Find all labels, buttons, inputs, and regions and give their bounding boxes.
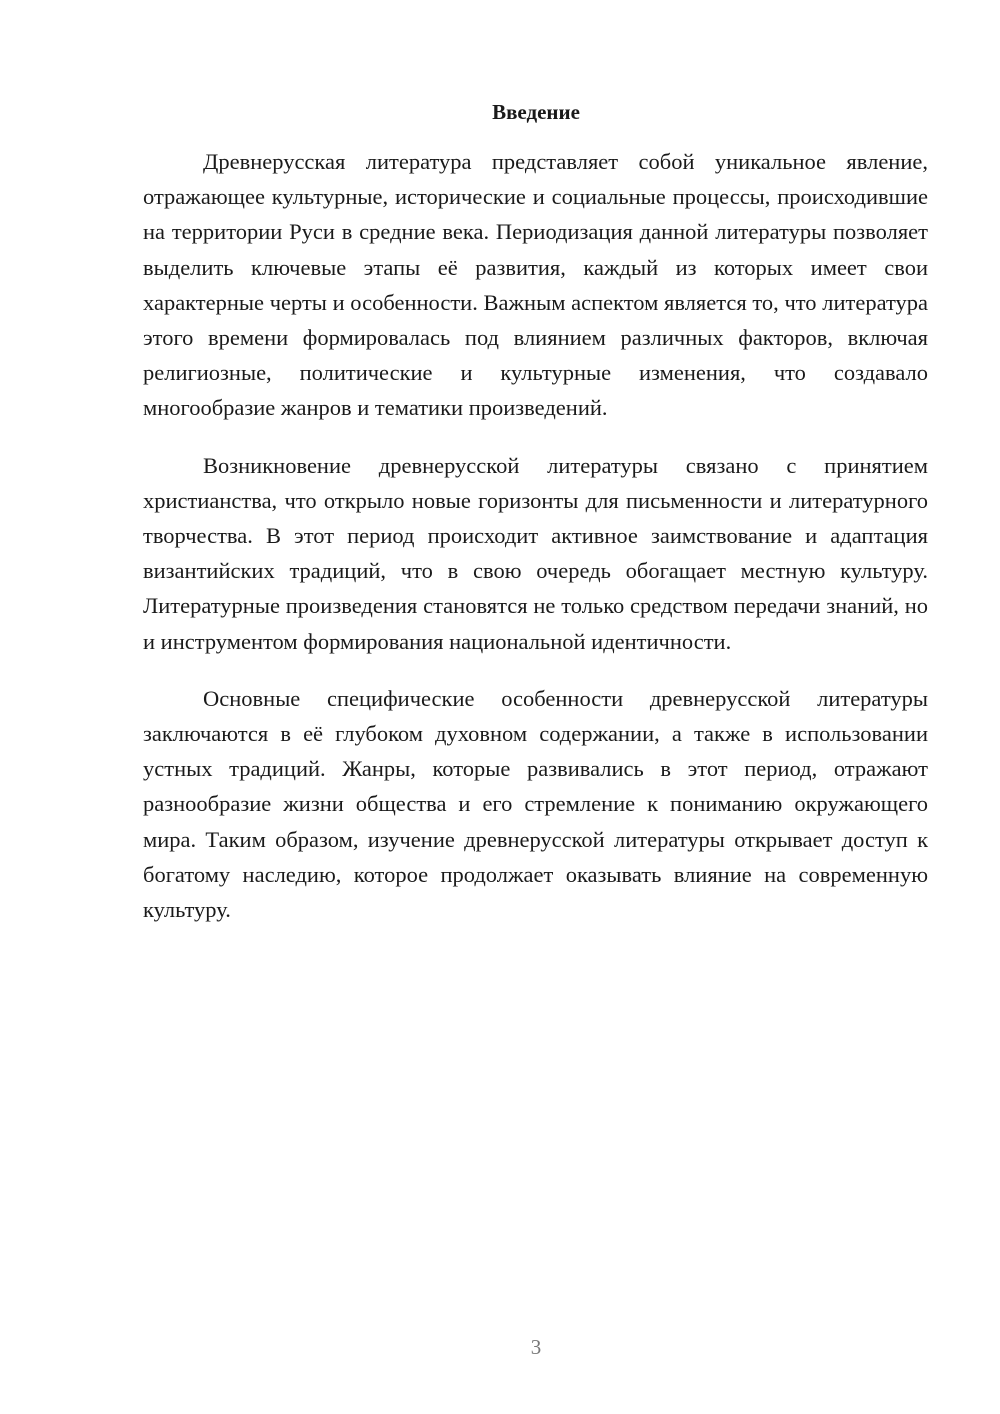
section-title: Введение <box>492 100 580 124</box>
body-text <box>143 144 928 949</box>
page-number: 3 <box>530 1335 542 1359</box>
paragraph-2: Возникновение древнерусской литературы связано с принятием христианства, что открыло новые горизонты для письменности и литературного творчества. В этот период происходит активное заимствование и адаптация византийских традиций, что в свою очередь обогащает местную культуру. Литературные произведения становятся не только средством передачи знаний, но и инструментом формирования национальной идентичности. <box>143 452 928 654</box>
paragraph-1: Древнерусская литература представляет собой уникальное явление, отражающее культурные, исторические и социальные процессы, происходившие на территории Руси в средние века. Периодизация данной литературы позволяет выделить ключевые этапы её развития, каждый из которых имеет свои характерные черты и особенности. Важным аспектом является то, что литература этого времени формировалась под влиянием различных факторов, включая религиозные, политические и культурные изменения, что создавало многообразие жанров и тематики произведений. <box>143 149 928 421</box>
paragraph-3: Основные специфические особенности древнерусской литературы заключаются в её глубоком духовном содержании, а также в использовании устных традиций. Жанры, которые развивались в этот период, отражают разнообразие жизни общества и его стремление к пониманию окружающего мира. Таким образом, изучение древнерусской литературы открывает доступ к богатому наследию, которое продолжает оказывать влияние на современную культуру. <box>143 685 928 923</box>
